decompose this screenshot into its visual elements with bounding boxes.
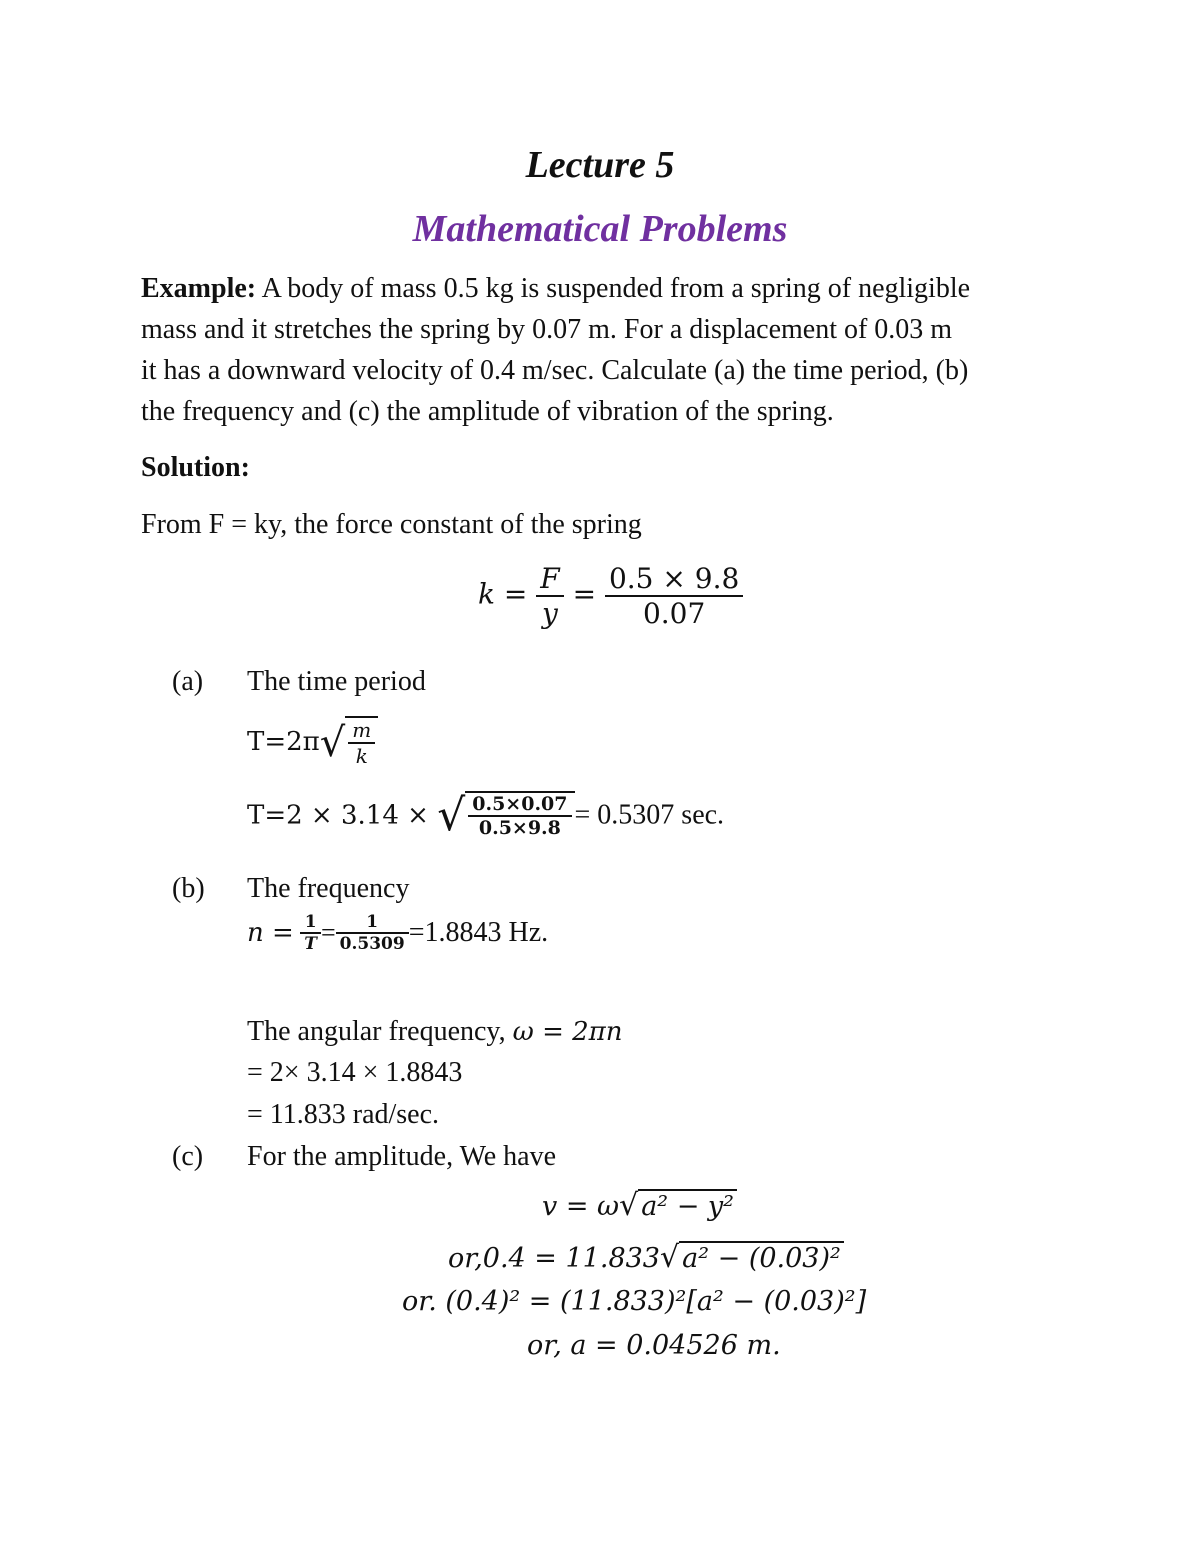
fraction-denominator: 0.07 <box>642 597 706 630</box>
fraction-denominator: k <box>355 744 368 768</box>
equals-sign: = <box>503 577 528 611</box>
amplitude-eq-2-radicand: a² − (0.03)² <box>679 1241 844 1274</box>
radical-sign: √ <box>619 1188 639 1223</box>
angular-frequency-line <box>247 1016 623 1048</box>
example-line-3: it has a downward velocity of 0.4 m/sec. Calculate (a) the time period, (b) <box>141 355 969 386</box>
part-b-tag: (b) <box>172 873 205 904</box>
m-over-k-fraction <box>348 718 375 768</box>
part-c-tag: (c) <box>172 1141 204 1172</box>
angular-step-2: = 11.833 rad/sec. <box>247 1099 440 1130</box>
fraction-denominator: 0.5×9.8 <box>478 816 561 839</box>
sqrt-m-over-k <box>320 716 378 768</box>
amplitude-eq-4: or, a = 0.04526 m. <box>527 1330 781 1361</box>
part-a-tag: (a) <box>172 666 204 697</box>
period-calc-prefix: T=2 × 3.14 × <box>247 800 429 831</box>
example-line-2: mass and it stretches the spring by 0.07 m. For a displacement of 0.03 m <box>141 314 953 345</box>
one-over-t-fraction <box>300 912 321 954</box>
fraction-denominator: y <box>542 597 558 630</box>
period-result: = 0.5307 sec. <box>574 799 725 831</box>
calc-fraction <box>468 793 571 839</box>
fraction-numerator: 1 <box>300 912 321 934</box>
period-formula <box>247 716 378 768</box>
part-c-heading: For the amplitude, We have <box>247 1141 557 1172</box>
amplitude-eq-1-lhs: v = ω <box>542 1191 620 1222</box>
example-label: Example: <box>141 273 257 304</box>
amplitude-eq-2-lhs: or,0.4 = 11.833 <box>448 1243 660 1274</box>
one-over-period-fraction <box>336 912 409 954</box>
k-value-fraction <box>605 562 743 630</box>
angular-frequency-text: The angular frequency, <box>247 1016 513 1047</box>
period-formula-prefix: T=2π <box>247 727 320 757</box>
example-line-4: the frequency and (c) the amplitude of vibration of the spring. <box>141 396 834 427</box>
lecture-title: Lecture 5 <box>525 144 675 186</box>
fraction-numerator: m <box>348 718 375 744</box>
amplitude-eq-1 <box>542 1188 737 1223</box>
amplitude-eq-3: or. (0.4)² = (11.833)²[a² − (0.03)²] <box>402 1286 867 1317</box>
part-b-heading: The frequency <box>247 873 410 904</box>
fraction-denominator: T <box>304 934 317 954</box>
k-symbol: k <box>478 577 495 611</box>
sqrt-calc <box>437 790 574 841</box>
frequency-equation <box>247 912 548 954</box>
example-text-1: A body of mass 0.5 kg is suspended from a spring of negligible <box>256 273 971 304</box>
radical-sign: √ <box>437 790 466 841</box>
radical-sign: √ <box>659 1240 680 1275</box>
angular-step-1: = 2× 3.14 × 1.8843 <box>247 1057 463 1088</box>
example-paragraph <box>141 268 970 432</box>
equals-sign: = <box>572 577 597 611</box>
radical-sign: √ <box>319 720 346 766</box>
amplitude-eq-1-radicand: a² − y² <box>638 1189 737 1222</box>
fraction-denominator: 0.5309 <box>339 934 405 954</box>
n-lhs: n = <box>247 918 294 948</box>
k-equation <box>478 562 743 630</box>
example-line-1 <box>141 268 970 309</box>
frequency-result: =1.8843 Hz. <box>408 917 549 948</box>
equals-sign: = <box>320 918 336 947</box>
fraction-numerator: 0.5×0.07 <box>468 793 571 817</box>
fraction-numerator: 0.5 × 9.8 <box>605 562 743 597</box>
fraction-numerator: F <box>536 562 563 597</box>
angular-frequency-formula: ω = 2πn <box>512 1017 623 1047</box>
period-calculation <box>247 790 724 841</box>
amplitude-eq-2 <box>448 1240 844 1275</box>
fraction-numerator: 1 <box>336 912 409 934</box>
f-over-y-fraction <box>536 562 563 630</box>
solution-intro: From F = ky, the force constant of the spring <box>141 509 642 540</box>
solution-label: Solution: <box>141 452 250 483</box>
part-a-heading: The time period <box>247 666 426 697</box>
page-subtitle: Mathematical Problems <box>412 208 788 250</box>
